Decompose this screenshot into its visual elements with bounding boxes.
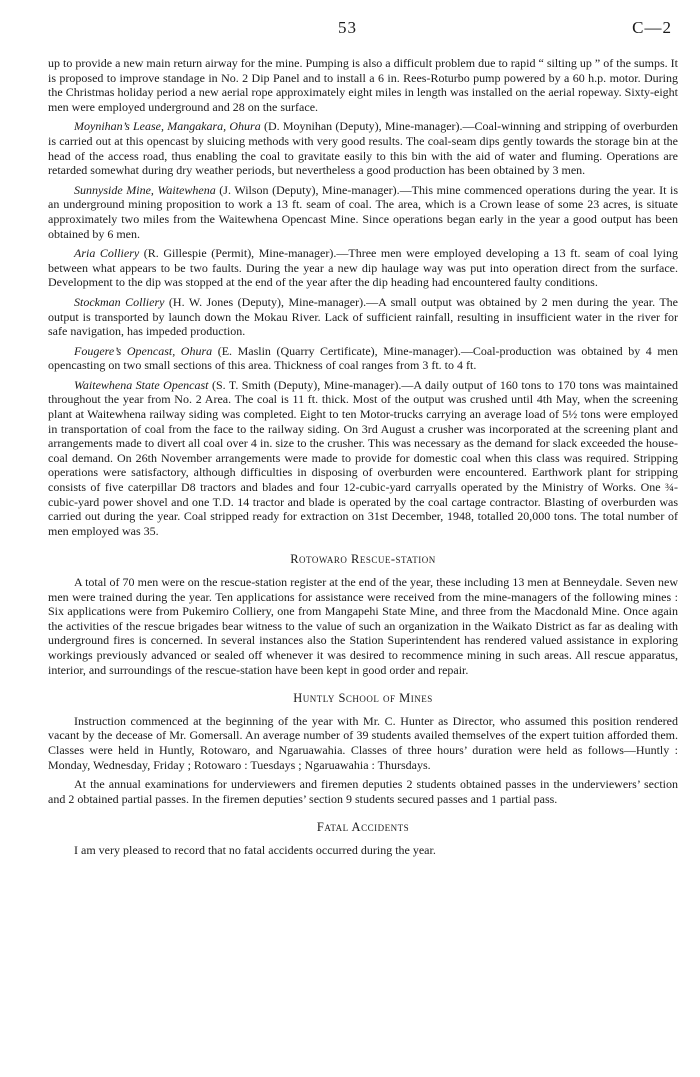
paragraph-text: (S. T. Smith (Deputy), Mine-manager).—A daily output of 160 tons to 170 tons was maintained throughout the year from No. 2 Area. The coal is 11 ft. thick. Most of the output was crushed until 4th May, when the screening plant at Waitewhena railway siding was completed. Eight to ten Motor-trucks carrying an average load of 5½ tons were employed in transportation of coal from the face to the railway siding. On 3rd August a crusher was incorporated at the screening plant and arrangements made to divert all coal over 4 in. size to the crusher. This was necessary as the demand for slack exceeded the house-coal demand. On 26th November arrangements were made to provide for domestic coal when this class was required. Stripping operations were satisfactory, although difficulties in disposing of overburden were encountered. Earthwork plant for stripping consists of five caterpillar D8 tractors and blades and four 12-cubic-yard carryalls operated by the Ministry of Works. One ¾-cubic-yard power shovel and one T.D. 14 tractor and blade is operated by the coal cartage contractor. Blasting of overburden was carried out during the year. Coal stripped ready for extraction on 31st December, 1948, totalled 20,000 tons. The total number of men employed was 35. (48, 377, 678, 538)
paragraph-lead: Fougere’s Opencast, Ohura (74, 343, 213, 358)
paragraph-text: (R. Gillespie (Permit), Mine-manager).—Three men were employed developing a 13 ft. seam of coal lying between what appears to be two faults. During the year a new dip haulage way was put into operation direct from the surface. Development to the dip was stopped at the end of the year after the dip heading had encountered faulty conditions. (48, 246, 678, 290)
paragraph-school-instruction: Instruction commenced at the beginning of the year with Mr. C. Hunter as Director, who assumed this position rendered vacant by the decease of Mr. Gomersall. An average number of 39 students availed themselves of the expert tuition afforded them. Classes were held in Huntly, Rotowaro, and Ngaruawahia. Classes of three hours’ duration were held as follows—Huntly : Monday, Wednesday, Friday ; Rotowaro : Tuesdays ; Ngaruawahia : Thursdays. (48, 713, 678, 772)
paragraph-text: (D. Moynihan (Deputy), Mine-manager).—Coal-winning and stripping of overburden is carried out at this opencast by sluicing methods with very good results. The coal-seam dips gently towards the storage bin at the head of the access road, thus enabling the coal to gravitate easily to this bin with the aid of water and fluming. Operations are retarded somewhat during dry weather periods, but nevertheless a good production has been obtained by 3 men. (48, 119, 678, 178)
paragraph-fatal-accidents: I am very pleased to record that no fatal accidents occurred during the year. (74, 842, 436, 857)
paragraph-lead: Stockman Colliery (74, 294, 165, 309)
section-heading-rescue-station: Rotowaro Rescue-station (290, 552, 436, 567)
paragraph-continuation: up to provide a new main return airway for the mine. Pumping is also a difficult problem due to rapid “ silting up ” of the sumps. It is proposed to improve standage in No. 2 Dip Panel and to install a 6 in. Rees-Roturbo pump powered by a 60 h.p. motor. During the Christmas holiday period a new aerial rope approximately eight miles in length was installed on the aerial ropeway. Sixty-eight men were employed underground and 28 on the surface. (48, 56, 678, 114)
document-reference: C—2 (632, 18, 672, 37)
section-heading-school-of-mines: Huntly School of Mines (293, 691, 433, 706)
paragraph-lead: Moynihan’s Lease, Mangakara, Ohura (74, 119, 261, 134)
section-heading-fatal-accidents: Fatal Accidents (316, 820, 410, 835)
paragraph-aria-colliery (48, 246, 678, 290)
paragraph-school-examinations: At the annual examinations for underviewers and firemen deputies 2 students obtained passes in the underviewers’ section and 2 obtained partial passes. In the firemen deputies’ section 9 students secured passes and 1 partial pass. (48, 777, 678, 806)
paragraph-lead: Sunnyside Mine, Waitewhena (74, 182, 216, 197)
paragraph-text: (J. Wilson (Deputy), Mine-manager).—This mine commenced operations during the year. It is an underground mining proposition to work a 13 ft. seam of coal. The area, which is a Crown lease of some 23 acres, is situate approximately two miles from the Waitewhena Opencast Mine. Since operations began early in the year a good output has been obtained by 6 men. (48, 182, 678, 241)
page-number: 53 (338, 18, 357, 37)
paragraph-waitewhena-state-opencast (48, 378, 678, 539)
paragraph-rescue-station: A total of 70 men were on the rescue-station register at the end of the year, these including 13 men at Benneydale. Seven new men were trained during the year. Ten applications for assistance were received from the mine-managers of the following mines : Six applications were from Pukemiro Colliery, one from Mangapehi State Mine, and three from the Macdonald Mine. Once again the activities of the rescue brigades bear witness to the value of such an organization in the Waikato District as far as dealing with underground fires is concerned. In several instances also the Station Superintendent has rendered valued assistance in exploring workings previously advanced or sealed off whenever it was desired to recommence mining in such areas. All rescue apparatus, interior, and surroundings of the rescue-station have been kept in good order and repair. (48, 575, 678, 677)
page-body (48, 56, 678, 863)
paragraph-text: (E. Maslin (Quarry Certificate), Mine-manager).—Coal-production was obtained by 4 men opencasting on two small sections of this area. Thickness of coal ranges from 3 ft. to 4 ft. (48, 343, 678, 373)
page-header (0, 18, 700, 42)
paragraph-fougeres-opencast (48, 344, 678, 373)
paragraph-moynihans-lease (48, 119, 678, 177)
paragraph-lead: Waitewhena State Opencast (74, 377, 209, 392)
paragraph-lead: Aria Colliery (74, 246, 140, 261)
paragraph-stockman-colliery (48, 295, 678, 339)
paragraph-sunnyside-mine (48, 183, 678, 241)
paragraph-text: (H. W. Jones (Deputy), Mine-manager).—A small output was obtained by 2 men during the year. The output is transported by launch down the Mokau River. Lack of sufficient rainfall, resulting in insufficient water in the river for safe navigation, has impeded production. (48, 294, 678, 339)
